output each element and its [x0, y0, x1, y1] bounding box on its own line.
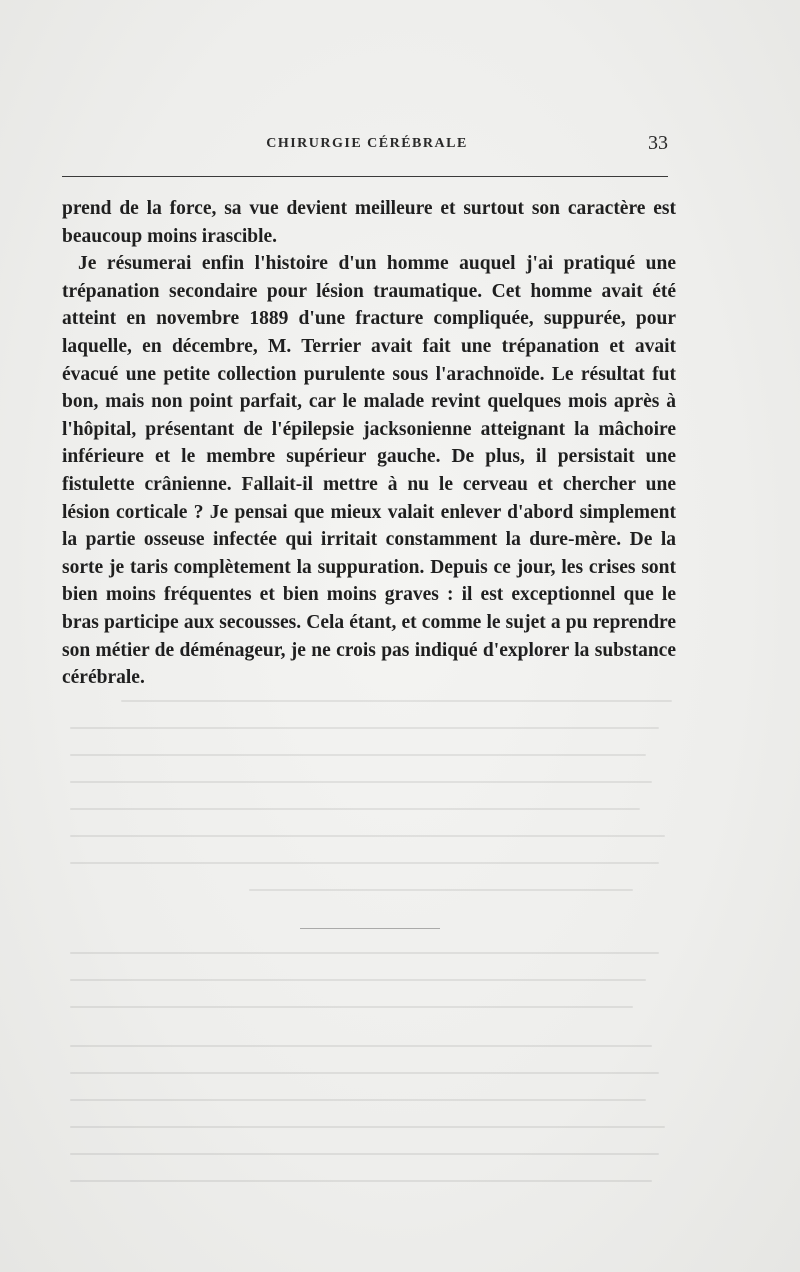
paragraph-case-report: Je résumerai enfin l'histoire d'un homme auquel j'ai pratiqué une trépanation secondaire pour lésion traumatique. Cet homme avait été atteint en novembre 1889 d'une fracture compliquée, suppurée, pour laquelle, en décembre, M. Terrier avait fait une trépanation et avait évacué une petite collection purulente sous l'arachnoïde. Le résultat fut bon, mais non point parfait, car le malade revint quelques mois après à l'hôpital, présentant de l'épilepsie jacksonienne atteignant la mâchoire inférieure et le membre supérieur gauche. De plus, il persistait une fistulette crânienne. Fallait-il mettre à nu le cerveau et chercher une lésion corticale ? Je pensai que mieux valait enlever d'abord simplement la partie osseuse infectée qui irritait constamment la dure-mère. De la sorte je taris complètement la suppuration. Depuis ce jour, les crises sont bien moins fréquentes et bien moins graves : il est exceptionnel que le bras participe aux secousses. Cela étant, et comme le sujet a pu reprendre son métier de déménageur, je ne crois pas indiqué d'explorer la substance cérébrale. — [62, 253, 676, 689]
running-head — [62, 132, 672, 156]
show-through-rule — [300, 928, 440, 929]
paragraph-continued: prend de la force, sa vue devient meilleure et surtout son caractère est beaucoup moins irascible. — [62, 198, 676, 247]
page-number: 33 — [648, 132, 668, 154]
running-title: CHIRURGIE CÉRÉBRALE — [266, 136, 468, 151]
show-through-texture — [70, 700, 710, 1200]
header-rule — [62, 176, 668, 177]
body-text — [62, 195, 676, 692]
